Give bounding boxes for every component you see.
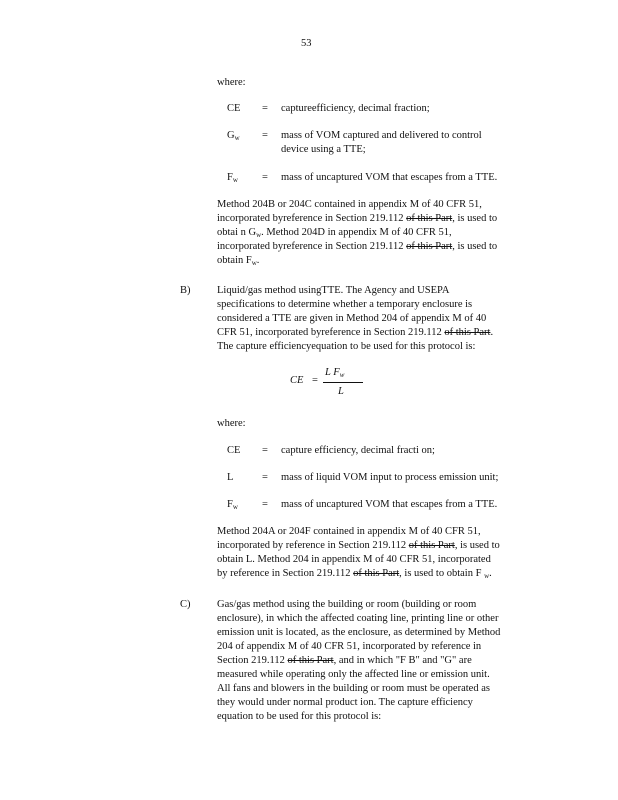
section-label-c: C) [180,599,191,610]
def-equals: = [262,130,268,141]
def-equals: = [262,499,268,510]
section-b-line: Liquid/gas method usingTTE. The Agency and USEPA [217,285,450,296]
equation-equals: = [312,375,318,386]
method-line: obtain $F_w$. [217,255,260,267]
def-text: mass of uncaptured VOM that escapes from a TTE. [281,172,498,183]
section-c-line: measured while operating only the affected line or emission unit. [217,669,490,680]
section-c-line: enclosure), in which the affected coating line, printing line or other [217,613,499,624]
section-label-b: B) [180,285,191,296]
def-symbol-ce: CE [227,103,241,114]
method-line: incorporated by reference in Section 219.112 of this Part, is used to [217,540,500,551]
def-equals: = [262,445,268,456]
page-number: 53 [301,38,312,49]
def-symbol-fw: $F_w$ [227,499,238,511]
section-c-line: Gas/gas method using the building or room (building or room [217,599,477,610]
method-line: by reference in Section 219.112 of this Part, is used to obtain F $_w$. [217,568,492,580]
def-symbol-gw: $G_w$ [227,130,240,142]
section-c-line: 204 of appendix M of 40 CFR 51, incorporated by reference in [217,641,482,652]
section-c-line: they would under normal product ion. The capture efficiency [217,697,473,708]
def-equals: = [262,172,268,183]
def-equals: = [262,472,268,483]
section-c-line: Section 219.112 of this Part, and in which "F B" and "G" are [217,655,472,666]
def-text: capture efficiency, decimal fracti on; [281,445,435,456]
method-line: incorporated byreference in Section 219.112 of this Part, is used to [217,241,498,252]
equation-denominator: L [338,386,344,397]
section-c-line: equation to be used for this protocol is: [217,711,382,722]
where-label-a: where: [217,77,246,88]
method-line: obtain L. Method 204 in appendix M of 40 CFR 51, incorporated [217,554,491,565]
capture-efficiency-equation [290,365,380,405]
def-equals: = [262,103,268,114]
method-line: Method 204B or 204C contained in appendix M of 40 CFR 51, [217,199,482,210]
def-text: captureefficiency, decimal fraction; [281,103,430,114]
equation-lhs: CE [290,375,304,386]
equation-numerator: L $F_w$ [325,367,345,379]
def-text: mass of liquid VOM input to process emission unit; [281,472,499,483]
section-c-line: emission unit is located, as the enclosure, as determined by Method [217,627,501,638]
where-label-b: where: [217,418,246,429]
section-b-line: considered a TTE are given in Method 204 of appendix M of 40 [217,313,487,324]
def-symbol-l: L [227,472,234,483]
section-c-line: All fans and blowers in the building or room must be operated as [217,683,490,694]
section-b-line: specifications to determine whether a temporary enclosure is [217,299,473,310]
def-text: mass of VOM captured and delivered to control [281,130,482,141]
def-text-cont: device using a TTE; [281,144,366,155]
def-text: mass of uncaptured VOM that escapes from a TTE. [281,499,498,510]
def-symbol-fw: $F_w$ [227,172,238,184]
method-line: incorporated byreference in Section 219.112 of this Part, is used to [217,213,498,224]
section-b-line: CFR 51, incorporated byreference in Section 219.112 of this Part. [217,327,494,338]
fraction-bar [323,382,363,383]
method-line: obtai n $G_w$. Method 204D in appendix M of 40 CFR 51, [217,227,452,239]
section-b-line: The capture efficiencyequation to be used for this protocol is: [217,341,476,352]
method-line: Method 204A or 204F contained in appendix M of 40 CFR 51, [217,526,481,537]
def-symbol-ce: CE [227,445,241,456]
